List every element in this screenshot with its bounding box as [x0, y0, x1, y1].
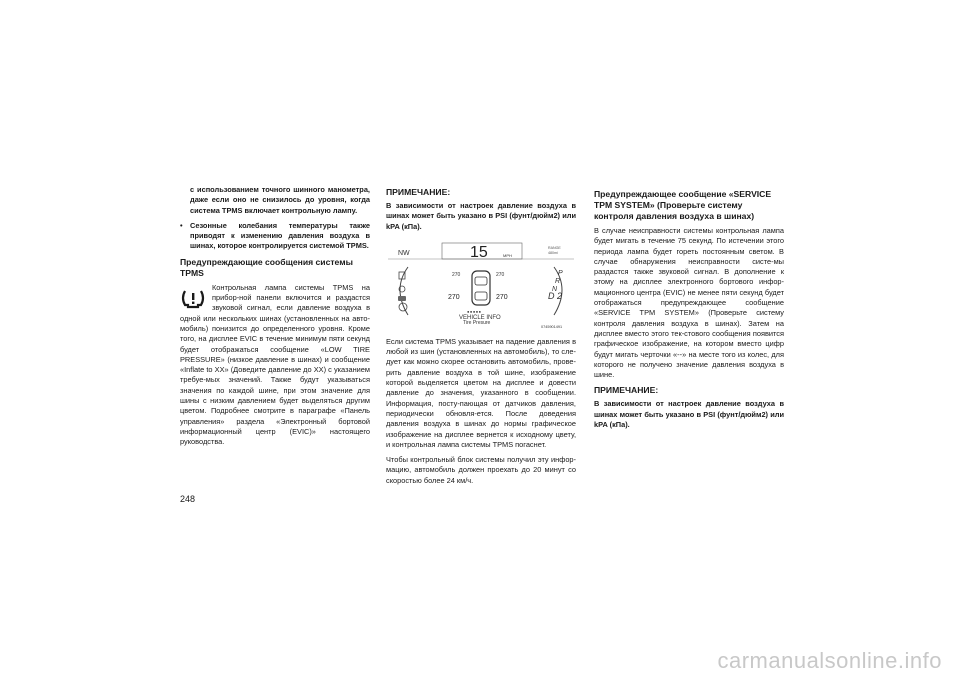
range-label: RANGE [548, 245, 561, 250]
vehicle-rear-window [475, 292, 487, 300]
paragraph-driving-time: Чтобы контрольный блок системы получил эту инфор-мацию, автомобиль должен проехать до 20 минут со скоростью более 24 км/ч. [386, 455, 576, 485]
continued-text: с использованием точного шинного манометра, даже если оно не снизилось до уровня, когда система TPMS включает контрольную лампу. [190, 185, 370, 215]
vehicle-windshield [475, 277, 487, 285]
tire-rear-left: 270 [448, 293, 460, 301]
bullet-dot-icon: • [180, 220, 183, 230]
bullet-item [180, 221, 370, 252]
speed-value: 15 [470, 243, 488, 261]
section-heading-tpms-messages: Предупреждающие сообщения системы TPMS [180, 256, 353, 278]
tpms-paragraph [180, 283, 370, 453]
column-middle [386, 185, 576, 491]
page-indicator-dots: ●●●●● [467, 308, 482, 314]
note-heading-2: ПРИМЕЧАНИЕ: [594, 385, 659, 396]
service-tpm-body: В случае неисправности системы контрольная лампа будет мигать в течение 75 секунд. По истечении этого периода лампа будет гореть постоянным светом. В случае обнаружения неисправности систе-мы раздастся также звуковой сигнал. В дополнение к этому на дисплее электронного бортового инфор-мационного центра (EVIC) не менее пяти секунд будет отображаться предупреждающее сообщение «SERVICE TPM SYSTEM» (Проверьте систему контроля давления воздуха в шинах). Затем на дисплее вместо этого тек-стового сообщения появится графическое изображение, на котором вместо цифр будут мигать черточки «--» на месте того из колес, для которого не получено значение давления воздуха в шине. [594, 226, 784, 380]
page-number: 248 [180, 494, 196, 504]
tpms-body-text: Контрольная лампа системы TPMS на прибор-ной панели включится и раздастся звуковой сигнал, если давление воздуха в одной или нескольких шинах (установленных на авто-мобиль) понизится до определенного уровня. Кроме того, на дисплее EVIC в течение минимум пяти секунд будет отображаться сообщение «LOW TIRE PRESSURE» (низкое давление в шинах) и сообщение «Inflate to XX» (Доведите давление до XX) с указанием требуе-мых значений. Также будут указываться значения по каждой шине, при этом значение для шины с низким давлением будет выделяться другим цветом. Подробнее смотрите в параграфе «Панель управления» раздела «Электронный бортовой информационный центр (EVIC)» настоящего руководства. [180, 282, 370, 447]
watermark: carmanualsonline.info [717, 648, 942, 673]
tire-front-right: 270 [496, 271, 505, 278]
speed-unit: MPH [503, 252, 512, 258]
gear-reverse: R [555, 277, 561, 285]
column-right [594, 185, 784, 435]
car-icon [398, 296, 406, 301]
vehicle-info-title: VEHICLE INFO [459, 314, 501, 321]
note-heading: ПРИМЕЧАНИЕ: [386, 187, 451, 197]
gear-drive: D 2 [548, 290, 563, 301]
compass-heading: NW [398, 249, 410, 257]
section-heading-service-tpm: Предупреждающее сообщение «SERVICE TPM SYSTEM» (Проверьте систему контроля давления воздуха в шинах) [594, 189, 772, 221]
gear-park: P [558, 269, 563, 277]
tire-pressure-subtitle: Tire Presure [463, 319, 491, 326]
tire-rear-right: 270 [496, 293, 508, 301]
paragraph-low-pressure: Если система TPMS указывает на падение давления в любой из шин (установленных на автомобиль), то сле-дует как можно скорее остановить автомобиль, прове-рить давление воздуха в той шине, изображение которой выделяется цветом на дисплее и довести давление до значения, указанного в сообщении. Информация, посту-пающая от датчиков давления, периодически обновля-ется. После доведения давления воздуха в шинах до нормы графическое изображение на дисплее вернется к исходному цвету, и контрольная лампа системы TPMS погаснет. [386, 336, 576, 449]
note-text: В зависимости от настроек давление воздуха в шинах может быть указано в PSI (фунт/дюйм2) или kPA (кПа). [386, 201, 576, 231]
bullet-text: Сезонные колебания температуры также приводят к изменению давления воздуха в шинах, которое контролируется системой TPMS. [190, 220, 370, 251]
gear-neutral: N [552, 285, 558, 293]
tire-front-left: 270 [452, 271, 461, 278]
image-code: 0745901491 [541, 324, 563, 329]
tpms-warning-icon [180, 287, 206, 309]
range-value: 480mi [548, 250, 558, 255]
column-left [180, 185, 370, 453]
note-text-2: В зависимости от настроек давление воздуха в шинах может быть указано в PSI (фунт/дюйм2) или kPA (кПа). [594, 399, 784, 430]
instrument-cluster-illustration [386, 237, 576, 329]
